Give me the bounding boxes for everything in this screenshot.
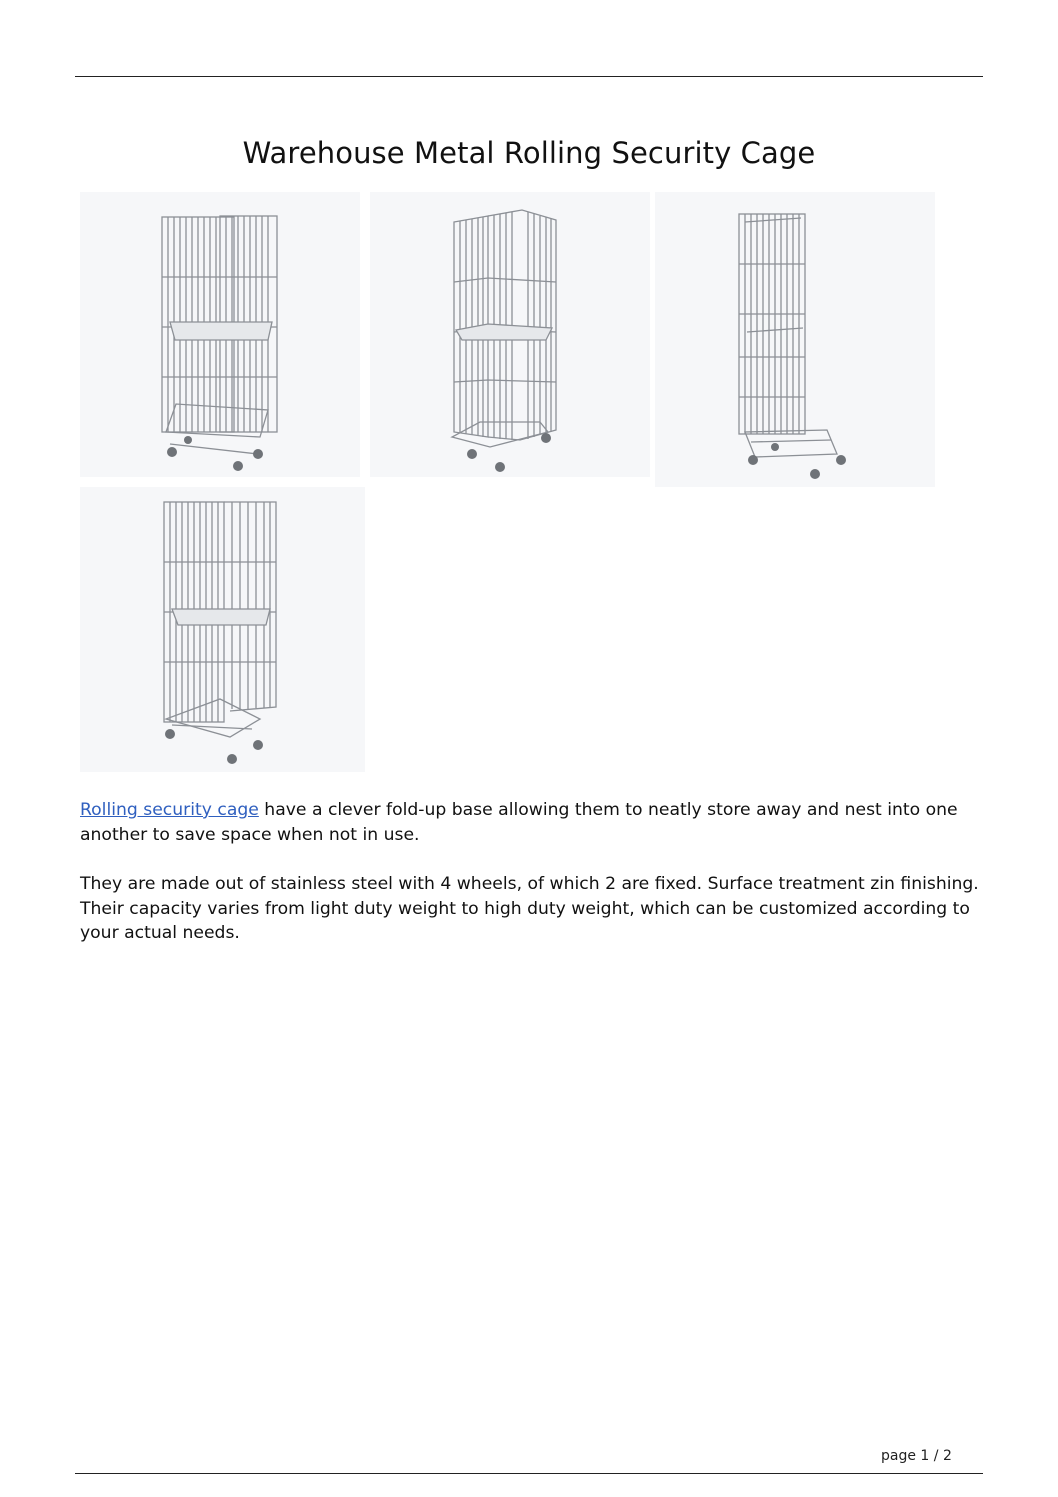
page-title: Warehouse Metal Rolling Security Cage — [242, 136, 816, 170]
paragraph-1 — [80, 798, 980, 847]
rolling-security-cage-link[interactable]: Rolling security cage — [80, 800, 259, 820]
cage-photo-3 — [655, 192, 935, 487]
page-number: page 1 / 2 — [881, 1448, 952, 1464]
cage-folded-illustration — [655, 192, 935, 487]
cage-photo-1 — [80, 192, 360, 477]
cage-angled-illustration — [370, 192, 650, 477]
paragraph-1-text: have a clever fold-up base allowing them to neatly store away and nest into one another to save space when not in use. — [80, 800, 958, 845]
header-rule — [75, 76, 983, 77]
paragraph-2: They are made out of stainless steel with 4 wheels, of which 2 are fixed. Surface treatment zin finishing. Their capacity varies from light duty weight to high duty weight, which can be customized according to your actual needs. — [80, 874, 979, 943]
cage-photo-4 — [80, 487, 365, 772]
footer-rule — [75, 1473, 983, 1474]
cage-photo-2 — [370, 192, 650, 477]
cage-front-illustration — [80, 192, 360, 477]
cage-open-base-illustration — [80, 487, 365, 772]
